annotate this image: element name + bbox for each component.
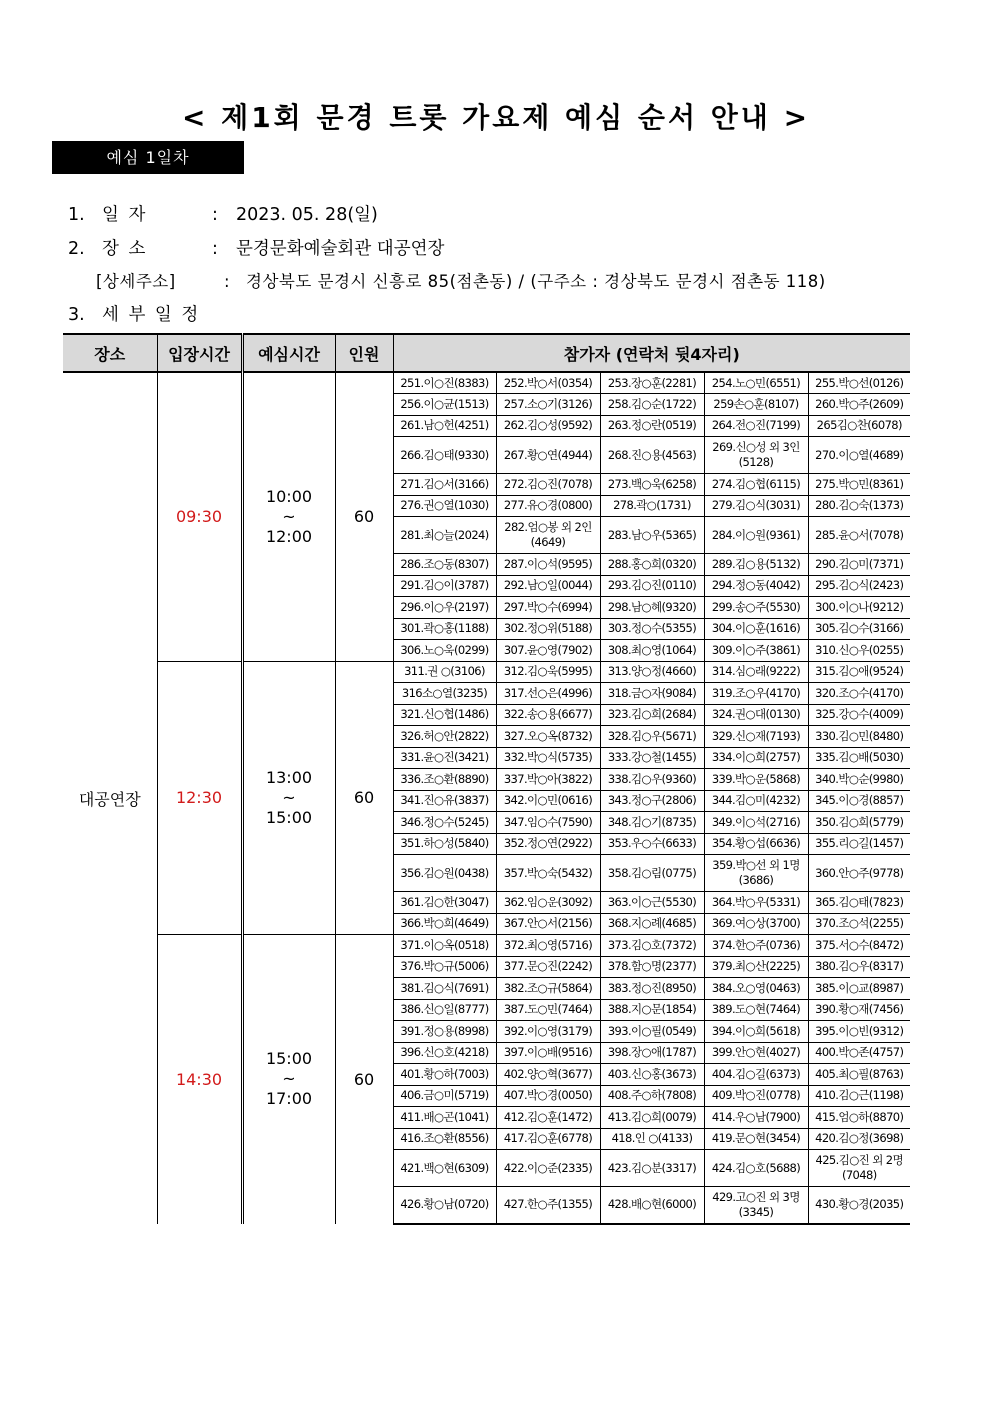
- participant-cell: 382.조○규(5864): [496, 978, 600, 1000]
- participant-cell: 332.박○식(5735): [496, 747, 600, 769]
- entry-time: 14:30: [157, 935, 242, 1224]
- header-exam-time: 예심시간: [242, 334, 335, 372]
- exam-time-tilde: ~: [282, 1069, 296, 1089]
- participant-cell: 267.황○연(4944): [496, 437, 600, 474]
- participant-cell: 413.김○희(0079): [600, 1107, 704, 1129]
- venue-value: 문경문화예술회관 대공연장: [236, 239, 445, 259]
- schedule-table: [63, 333, 910, 1225]
- participant-cell: 371.이○옥(0518): [393, 935, 496, 957]
- participant-cell: 391.정○용(8998): [393, 1021, 496, 1043]
- participant-cell: 429.고○진 외 3명 (3345): [704, 1187, 808, 1224]
- participant-cell: 283.남○우(5365): [600, 517, 704, 554]
- participant-cell: 259손○훈(8107): [704, 394, 808, 416]
- header-count: 인원: [335, 334, 393, 372]
- participant-cell: 284.이○원(9361): [704, 517, 808, 554]
- participant-cell: 321.신○협(1486): [393, 704, 496, 726]
- participant-cell: 262.김○성(9592): [496, 415, 600, 437]
- participant-cell: 305.김○수(3166): [808, 618, 910, 640]
- participant-cell: 286.조○동(8307): [393, 554, 496, 576]
- participant-cell: 408.주○하(7808): [600, 1085, 704, 1107]
- exam-time-exam-end: 12:00: [265, 526, 313, 546]
- participant-cell: 369.여○상(3700): [704, 913, 808, 935]
- page-title: < 제1회 문경 트롯 가요제 예심 순서 안내 >: [181, 101, 811, 134]
- participant-cell: 270.이○열(4689): [808, 437, 910, 474]
- participant-cell: 338.김○우(9360): [600, 769, 704, 791]
- participant-cell: 368.지○례(4685): [600, 913, 704, 935]
- participant-cell: 428.배○현(6000): [600, 1187, 704, 1224]
- table-row: [63, 372, 910, 394]
- participant-cell: 334.이○희(2757): [704, 747, 808, 769]
- participant-cell: 309.이○주(3861): [704, 640, 808, 662]
- participant-cell: 292.남○일(0044): [496, 575, 600, 597]
- participant-cell: 310.신○우(0255): [808, 640, 910, 662]
- participant-cell: 363.이○근(5530): [600, 892, 704, 914]
- participant-cell: 423.김○분(3317): [600, 1150, 704, 1187]
- participant-cell: 318.금○자(9084): [600, 683, 704, 705]
- participant-cell: 304.이○훈(1616): [704, 618, 808, 640]
- exam-time: [242, 935, 335, 1224]
- participant-cell: 258.김○순(1722): [600, 394, 704, 416]
- participant-cell: 372.최○영(5716): [496, 935, 600, 957]
- participant-cell: 277.유○경(0800): [496, 495, 600, 517]
- participant-cell: 317.선○은(4996): [496, 683, 600, 705]
- header-place: 장소: [63, 334, 157, 372]
- participant-cell: 394.이○희(5618): [704, 1021, 808, 1043]
- participant-cell: 419.문○현(3454): [704, 1128, 808, 1150]
- participant-cell: 352.정○연(2922): [496, 833, 600, 855]
- participant-cell: 295.김○식(2423): [808, 575, 910, 597]
- participant-cell: 289.김○용(5132): [704, 554, 808, 576]
- participant-cell: 307.윤○영(7902): [496, 640, 600, 662]
- participant-cell: 365.김○태(7823): [808, 892, 910, 914]
- participant-cell: 379.최○산(2225): [704, 956, 808, 978]
- participant-cell: 302.정○위(5188): [496, 618, 600, 640]
- day-badge: 예심 1일차: [52, 141, 244, 174]
- participant-cell: 377.문○진(2242): [496, 956, 600, 978]
- participant-cell: 374.한○주(0736): [704, 935, 808, 957]
- participant-cell: 418.인 ○(4133): [600, 1128, 704, 1150]
- participant-count: 60: [335, 935, 393, 1224]
- participant-cell: 311.권 ○(3106): [393, 661, 496, 683]
- participant-cell: 348.김○기(8735): [600, 812, 704, 834]
- participant-cell: 416.조○환(8556): [393, 1128, 496, 1150]
- participant-cell: 278.곽○(1731): [600, 495, 704, 517]
- participant-cell: 426.황○남(0720): [393, 1187, 496, 1224]
- participant-cell: 291.김○이(3787): [393, 575, 496, 597]
- participant-cell: 344.김○미(4232): [704, 790, 808, 812]
- participant-cell: 381.김○식(7691): [393, 978, 496, 1000]
- participant-cell: 316소○열(3235): [393, 683, 496, 705]
- participant-cell: 274.김○협(6115): [704, 474, 808, 496]
- participant-cell: 355.리○길(1457): [808, 833, 910, 855]
- participant-cell: 417.김○훈(6778): [496, 1128, 600, 1150]
- exam-time-exam-end: 15:00: [265, 807, 313, 827]
- participant-cell: 400.박○존(4757): [808, 1042, 910, 1064]
- participant-cell: 319.조○우(4170): [704, 683, 808, 705]
- participant-cell: 327.오○옥(8732): [496, 726, 600, 748]
- participant-cell: 343.정○구(2806): [600, 790, 704, 812]
- exam-time-tilde: ~: [282, 506, 296, 526]
- participant-cell: 410.김○근(1198): [808, 1085, 910, 1107]
- date-value: 2023. 05. 28(일): [236, 205, 378, 225]
- participant-cell: 373.김○호(7372): [600, 935, 704, 957]
- participant-cell: 427.한○주(1355): [496, 1187, 600, 1224]
- exam-time-exam-start: 10:00: [265, 486, 313, 506]
- participant-cell: 347.임○수(7590): [496, 812, 600, 834]
- table-header: [63, 334, 910, 372]
- participant-cell: 376.박○규(5006): [393, 956, 496, 978]
- participant-cell: 345.이○경(8857): [808, 790, 910, 812]
- entry-time: 12:30: [157, 661, 242, 935]
- participant-cell: 326.허○안(2822): [393, 726, 496, 748]
- participant-cell: 322.송○용(6677): [496, 704, 600, 726]
- participant-cell: 266.김○태(9330): [393, 437, 496, 474]
- exam-time: [242, 372, 335, 661]
- participant-cell: 263.정○란(0519): [600, 415, 704, 437]
- participant-cell: 298.남○혜(9320): [600, 597, 704, 619]
- participant-cell: 330.김○민(8480): [808, 726, 910, 748]
- participant-cell: 299.송○주(5530): [704, 597, 808, 619]
- participant-cell: 273.백○욱(6258): [600, 474, 704, 496]
- participant-cell: 269.신○성 외 3인 (5128): [704, 437, 808, 474]
- table-row: [63, 661, 910, 683]
- participant-cell: 314.심○래(9222): [704, 661, 808, 683]
- participant-cell: 424.김○호(5688): [704, 1150, 808, 1187]
- participant-cell: 293.김○진(0110): [600, 575, 704, 597]
- participant-cell: 362.임○운(3092): [496, 892, 600, 914]
- participant-cell: 297.박○수(6994): [496, 597, 600, 619]
- participant-cell: 420.김○정(3698): [808, 1128, 910, 1150]
- participant-cell: 312.김○욱(5995): [496, 661, 600, 683]
- participant-cell: 337.박○아(3822): [496, 769, 600, 791]
- exam-time-exam-end: 17:00: [265, 1089, 313, 1109]
- table-row: [63, 935, 910, 957]
- participant-cell: 392.이○영(3179): [496, 1021, 600, 1043]
- exam-time-tilde: ~: [282, 787, 296, 807]
- participant-cell: 342.이○민(0616): [496, 790, 600, 812]
- participant-cell: 276.권○열(1030): [393, 495, 496, 517]
- participant-cell: 275.박○민(8361): [808, 474, 910, 496]
- participant-cell: 287.이○석(9595): [496, 554, 600, 576]
- participant-cell: 325.강○수(4009): [808, 704, 910, 726]
- participant-cell: 339.박○운(5868): [704, 769, 808, 791]
- participant-cell: 412.김○훈(1472): [496, 1107, 600, 1129]
- participant-cell: 324.권○대(0130): [704, 704, 808, 726]
- participant-cell: 430.황○경(2035): [808, 1187, 910, 1224]
- participant-cell: 401.황○하(7003): [393, 1064, 496, 1086]
- participant-cell: 279.김○식(3031): [704, 495, 808, 517]
- participant-cell: 255.박○선(0126): [808, 372, 910, 394]
- participant-cell: 384.오○영(0463): [704, 978, 808, 1000]
- exam-time: [242, 661, 335, 935]
- participant-cell: 415.엄○하(8870): [808, 1107, 910, 1129]
- participant-cell: 353.우○수(6633): [600, 833, 704, 855]
- detail-address: [상세주소] : 경상북도 문경시 신흥로 85(점촌동) / (구주소 : 경상북도 문경시 점촌동 118): [96, 272, 826, 291]
- participant-cell: 341.진○유(3837): [393, 790, 496, 812]
- participant-cell: 367.안○서(2156): [496, 913, 600, 935]
- participant-cell: 257.소○기(3126): [496, 394, 600, 416]
- participant-cell: 251.이○진(8383): [393, 372, 496, 394]
- info-venue: 2. 장 소 : 문경문화예술회관 대공연장: [68, 239, 445, 259]
- participant-cell: 398.장○애(1787): [600, 1042, 704, 1064]
- participant-count: 60: [335, 661, 393, 935]
- participant-cell: 378.함○명(2377): [600, 956, 704, 978]
- participant-cell: 414.우○남(7900): [704, 1107, 808, 1129]
- participant-cell: 281.최○늘(2024): [393, 517, 496, 554]
- participant-cell: 320.조○수(4170): [808, 683, 910, 705]
- participant-cell: 388.지○문(1854): [600, 999, 704, 1021]
- participant-cell: 395.이○빈(9312): [808, 1021, 910, 1043]
- participant-cell: 380.김○우(8317): [808, 956, 910, 978]
- participant-cell: 385.이○교(8987): [808, 978, 910, 1000]
- participant-cell: 308.최○영(1064): [600, 640, 704, 662]
- participant-cell: 359.박○선 외 1명 (3686): [704, 855, 808, 892]
- participant-cell: 403.신○홍(3673): [600, 1064, 704, 1086]
- exam-time-exam-start: 13:00: [265, 767, 313, 787]
- participant-cell: 364.박○우(5331): [704, 892, 808, 914]
- exam-time-exam-start: 15:00: [265, 1049, 313, 1069]
- participant-cell: 331.윤○진(3421): [393, 747, 496, 769]
- participant-cell: 315.김○애(9524): [808, 661, 910, 683]
- header-participants: 참가자 (연락처 뒷4자리): [393, 334, 910, 372]
- participant-cell: 402.양○혁(3677): [496, 1064, 600, 1086]
- participant-cell: 421.백○현(6309): [393, 1150, 496, 1187]
- participant-cell: 340.박○순(9980): [808, 769, 910, 791]
- participant-cell: 357.박○숙(5432): [496, 855, 600, 892]
- participant-cell: 349.이○석(2716): [704, 812, 808, 834]
- participant-cell: 285.윤○서(7078): [808, 517, 910, 554]
- participant-cell: 272.김○진(7078): [496, 474, 600, 496]
- participant-cell: 335.김○배(5030): [808, 747, 910, 769]
- participant-cell: 406.금○미(5719): [393, 1085, 496, 1107]
- participant-cell: 366.박○희(4649): [393, 913, 496, 935]
- participant-cell: 296.이○우(2197): [393, 597, 496, 619]
- participant-cell: 303.정○수(5355): [600, 618, 704, 640]
- participant-cell: 313.양○정(4660): [600, 661, 704, 683]
- participant-cell: 256.이○균(1513): [393, 394, 496, 416]
- participant-cell: 265김○찬(6078): [808, 415, 910, 437]
- participant-cell: 407.박○경(0050): [496, 1085, 600, 1107]
- participant-cell: 409.박○진(0778): [704, 1085, 808, 1107]
- participant-cell: 396.신○호(4218): [393, 1042, 496, 1064]
- header-entry-time: 입장시간: [157, 334, 242, 372]
- entry-time: 09:30: [157, 372, 242, 661]
- participant-cell: 358.김○림(0775): [600, 855, 704, 892]
- participant-cell: 370.조○석(2255): [808, 913, 910, 935]
- participant-count: 60: [335, 372, 393, 661]
- participant-cell: 260.박○주(2609): [808, 394, 910, 416]
- venue-cell: 대공연장: [63, 372, 157, 1224]
- participant-cell: 290.김○미(7371): [808, 554, 910, 576]
- participant-cell: 393.이○필(0549): [600, 1021, 704, 1043]
- participant-cell: 323.김○희(2684): [600, 704, 704, 726]
- participant-cell: 354.황○섭(6636): [704, 833, 808, 855]
- participant-cell: 356.김○원(0438): [393, 855, 496, 892]
- participant-cell: 282.엄○봉 외 2인 (4649): [496, 517, 600, 554]
- participant-cell: 268.진○용(4563): [600, 437, 704, 474]
- participant-cell: 280.김○숙(1373): [808, 495, 910, 517]
- participant-cell: 405.최○필(8763): [808, 1064, 910, 1086]
- participant-cell: 386.신○일(8777): [393, 999, 496, 1021]
- participant-cell: 294.정○동(4042): [704, 575, 808, 597]
- participant-cell: 399.안○현(4027): [704, 1042, 808, 1064]
- participant-cell: 271.김○서(3166): [393, 474, 496, 496]
- section-schedule: 3. 세 부 일 정: [68, 305, 201, 325]
- participant-cell: 390.황○재(7456): [808, 999, 910, 1021]
- participant-cell: 254.노○민(6551): [704, 372, 808, 394]
- participant-cell: 351.하○성(5840): [393, 833, 496, 855]
- participant-cell: 411.배○곤(1041): [393, 1107, 496, 1129]
- participant-cell: 261.남○헌(4251): [393, 415, 496, 437]
- participant-cell: 300.이○나(9212): [808, 597, 910, 619]
- participant-cell: 336.조○환(8890): [393, 769, 496, 791]
- participant-cell: 422.이○준(2335): [496, 1150, 600, 1187]
- participant-cell: 252.박○서(0354): [496, 372, 600, 394]
- info-date: 1. 일 자 : 2023. 05. 28(일): [68, 205, 378, 225]
- participant-cell: 425.김○진 외 2명 (7048): [808, 1150, 910, 1187]
- participant-cell: 264.전○진(7199): [704, 415, 808, 437]
- participant-cell: 253.장○훈(2281): [600, 372, 704, 394]
- participant-cell: 404.김○길(6373): [704, 1064, 808, 1086]
- participant-cell: 360.안○주(9778): [808, 855, 910, 892]
- participant-cell: 397.이○배(9516): [496, 1042, 600, 1064]
- participant-cell: 328.김○우(5671): [600, 726, 704, 748]
- participant-cell: 288.홍○희(0320): [600, 554, 704, 576]
- participant-cell: 346.정○수(5245): [393, 812, 496, 834]
- participant-cell: 389.도○현(7464): [704, 999, 808, 1021]
- participant-cell: 329.신○재(7193): [704, 726, 808, 748]
- participant-cell: 350.김○희(5779): [808, 812, 910, 834]
- participant-cell: 306.노○욱(0299): [393, 640, 496, 662]
- participant-cell: 383.정○진(8950): [600, 978, 704, 1000]
- participant-cell: 333.강○철(1455): [600, 747, 704, 769]
- participant-cell: 361.김○한(3047): [393, 892, 496, 914]
- participant-cell: 375.서○수(8472): [808, 935, 910, 957]
- participant-cell: 387.도○민(7464): [496, 999, 600, 1021]
- participant-cell: 301.곽○홍(1188): [393, 618, 496, 640]
